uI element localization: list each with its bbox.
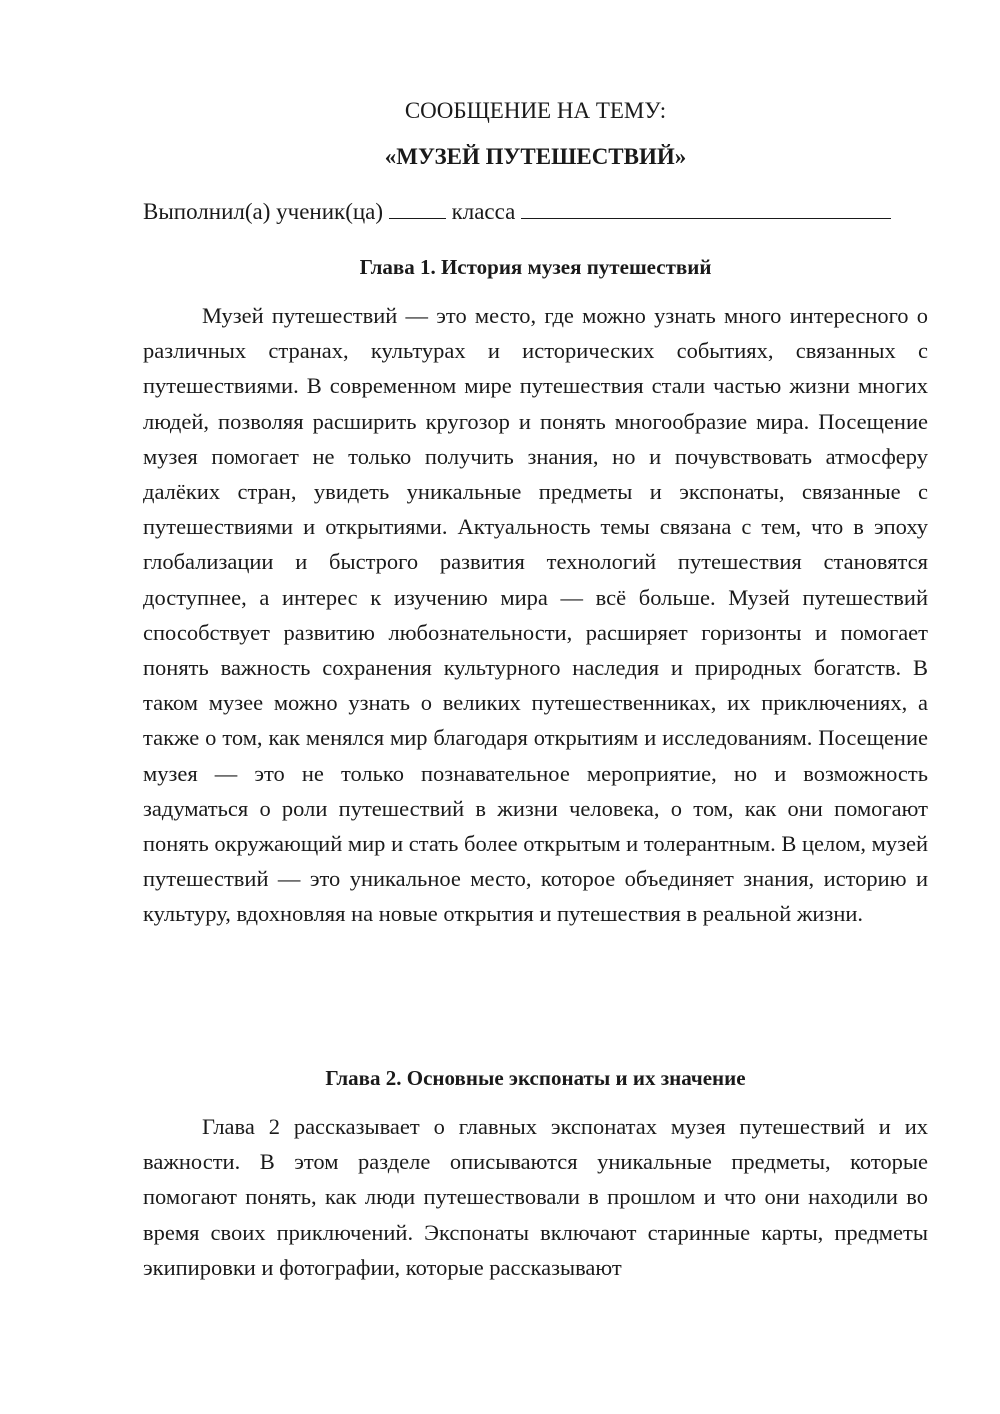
chapter-2-heading: Глава 2. Основные экспонаты и их значение: [325, 1066, 746, 1090]
document-title-line2: «МУЗЕЙ ПУТЕШЕСТВИЙ»: [384, 144, 687, 169]
name-blank: [521, 198, 891, 219]
chapter-1-heading: Глава 1. История музея путешествий: [359, 255, 712, 279]
grade-blank: [389, 198, 446, 219]
author-prefix: Выполнил(а) ученик(ца): [143, 199, 384, 224]
author-line: [143, 198, 928, 226]
author-middle: класса: [451, 199, 516, 224]
chapter-2-paragraph: Глава 2 рассказывает о главных экспонатах музея путешествий и их важности. В этом разделе описываются уникальные предметы, которые помогают понять, как люди путешествовали в прошлом и что они находили во время своих приключений. Экспонаты включают старинные карты, предметы экипировки и фотографии, которые рассказывают: [143, 1114, 928, 1280]
chapter-1-paragraph: Музей путешествий — это место, где можно узнать много интересного о различных странах, культурах и исторических событиях, связанных с путешествиями. В современном мире путешествия стали частью жизни многих людей, позволяя расширить кругозор и понять многообразие мира. Посещение музея помогает не только получить знания, но и почувствовать атмосферу далёких стран, увидеть уникальные предметы и экспонаты, связанные с путешествиями и открытиями. Актуальность темы связана с тем, что в эпоху глобализации и быстрого развития технологий путешествия становятся доступнее, а интерес к изучению мира — всё больше. Музей путешествий способствует развитию любознательности, расширяет горизонты и помогает понять важность сохранения культурного наследия и природных богатств. В таком музее можно узнать о великих путешественниках, их приключениях, а также о том, как менялся мир благодаря открытиям и исследованиям. Посещение музея — это не только познавательное мероприятие, но и возможность задуматься о роли путешествий в жизни человека, о том, как они помогают понять окружающий мир и стать более открытым и толерантным. В целом, музей путешествий — это уникальное место, которое объединяет знания, историю и культуру, вдохновляя на новые открытия и путешествия в реальной жизни.: [143, 303, 928, 927]
document-title-line1: СООБЩЕНИЕ НА ТЕМУ:: [404, 98, 667, 123]
